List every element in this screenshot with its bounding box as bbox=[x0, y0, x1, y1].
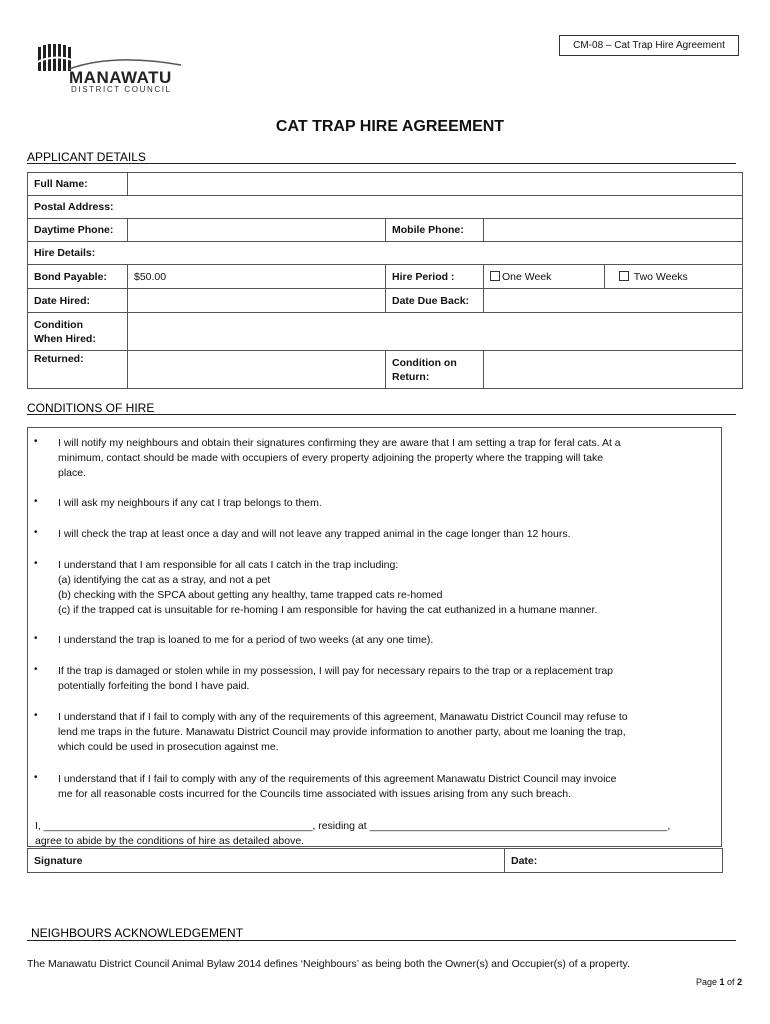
mobile-phone-label: Mobile Phone: bbox=[386, 219, 484, 242]
page-prefix: Page bbox=[696, 977, 720, 987]
page-title: CAT TRAP HIRE AGREEMENT bbox=[275, 118, 505, 135]
two-weeks-option[interactable] bbox=[605, 265, 743, 289]
bullet: • bbox=[34, 710, 38, 721]
bullet: • bbox=[34, 527, 38, 538]
condition-line: I understand that I am responsible for all cats I catch in the trap including: bbox=[58, 559, 399, 571]
one-week-checkbox[interactable] bbox=[490, 271, 500, 281]
date-field[interactable] bbox=[505, 849, 723, 873]
condition-item-8 bbox=[58, 772, 718, 802]
condition-item-4 bbox=[58, 558, 718, 618]
condition-line: I will notify my neighbours and obtain their signatures confirming they are aware that I am setting a trap for feral cats. At a bbox=[58, 437, 621, 449]
date-due-back-label: Date Due Back: bbox=[386, 289, 484, 313]
one-week-label: One Week bbox=[502, 270, 552, 283]
daytime-phone-label: Daytime Phone: bbox=[28, 219, 128, 242]
logo-subtitle: DISTRICT COUNCIL bbox=[71, 85, 172, 94]
full-name-field[interactable] bbox=[128, 173, 743, 196]
logo-name: MANAWATU bbox=[69, 68, 172, 87]
returned-label: Returned: bbox=[28, 351, 128, 389]
bullet: • bbox=[34, 496, 38, 507]
bullet: • bbox=[34, 558, 38, 569]
condition-line: potentially forfeiting the bond I have paid. bbox=[58, 680, 250, 692]
bullet: • bbox=[34, 772, 38, 783]
condition-line: I understand the trap is loaned to me for a period of two weeks (at any one time). bbox=[58, 634, 434, 646]
condition-item-6 bbox=[58, 664, 718, 694]
section-divider bbox=[27, 163, 736, 164]
applicant-details-heading: APPLICANT DETAILS bbox=[27, 150, 146, 164]
condition-item-3 bbox=[58, 527, 718, 542]
page-current: 1 bbox=[719, 977, 725, 987]
signature-label: Signature bbox=[34, 854, 83, 867]
bullet: • bbox=[34, 436, 38, 447]
mobile-phone-field[interactable] bbox=[484, 219, 743, 242]
hire-period-label: Hire Period : bbox=[386, 265, 484, 289]
condition-label-line1: Condition bbox=[34, 318, 83, 331]
bond-value: $50.00 bbox=[128, 265, 386, 289]
condition-line: me for all reasonable costs incurred for the Councils time associated with issues arising from any such breach. bbox=[58, 788, 571, 800]
agree-statement: agree to abide by the conditions of hire as detailed above. bbox=[35, 835, 305, 847]
page-number bbox=[696, 977, 742, 987]
condition-when-hired-field[interactable] bbox=[128, 313, 743, 351]
condition-line: (c) if the trapped cat is unsuitable for re-homing I am responsible for having the cat euthanized in a humane manner. bbox=[58, 604, 598, 616]
condition-line: place. bbox=[58, 467, 87, 479]
applicant-declaration-line[interactable]: I, ______________________________________________, residing at ___________________________________________________, bbox=[35, 820, 671, 832]
date-due-back-field[interactable] bbox=[484, 289, 743, 313]
hire-details-label: Hire Details: bbox=[28, 242, 743, 265]
page-total: 2 bbox=[737, 977, 743, 987]
signature-field[interactable] bbox=[28, 849, 505, 873]
condition-line: which could be used in prosecution against me. bbox=[58, 741, 279, 753]
condition-line: If the trap is damaged or stolen while in my possession, I will pay for necessary repairs to the trap or a replacement trap bbox=[58, 665, 614, 677]
condition-item-5 bbox=[58, 633, 718, 648]
conditions-heading: CONDITIONS OF HIRE bbox=[27, 401, 155, 415]
postal-address-field[interactable] bbox=[28, 196, 743, 219]
condition-line: minimum, contact should be made with occupiers of every property adjoining the property where the trapping will take bbox=[58, 452, 604, 464]
returned-field[interactable] bbox=[128, 351, 386, 389]
condition-line: I understand that if I fail to comply with any of the requirements of this agreement Manawatu District Council may invoice bbox=[58, 773, 617, 785]
bullet: • bbox=[34, 633, 38, 644]
applicant-details-table bbox=[27, 172, 743, 389]
condition-on-return-label bbox=[386, 351, 484, 389]
condition-item-1 bbox=[58, 436, 718, 481]
condition-when-hired-label bbox=[28, 313, 128, 351]
condition-line: (a) identifying the cat as a stray, and not a pet bbox=[58, 574, 271, 586]
document-reference: CM-08 – Cat Trap Hire Agreement bbox=[559, 35, 739, 56]
page-of: of bbox=[724, 977, 738, 987]
neighbours-heading: NEIGHBOURS ACKNOWLEDGEMENT bbox=[31, 926, 244, 940]
bullet: • bbox=[34, 664, 38, 675]
condition-on-return-field[interactable] bbox=[484, 351, 743, 389]
date-hired-label: Date Hired: bbox=[28, 289, 128, 313]
condition-return-line2: Return: bbox=[392, 370, 430, 383]
bond-payable-label: Bond Payable: bbox=[28, 265, 128, 289]
postal-address-label: Postal Address: bbox=[34, 201, 114, 213]
date-label: Date: bbox=[511, 854, 538, 867]
daytime-phone-field[interactable] bbox=[128, 219, 386, 242]
condition-return-line1: Condition on bbox=[392, 356, 457, 369]
signature-table bbox=[27, 848, 723, 873]
two-weeks-label: Two Weeks bbox=[633, 270, 688, 283]
section-divider bbox=[27, 940, 736, 941]
condition-line: (b) checking with the SPCA about getting any healthy, tame trapped cats re-homed bbox=[58, 589, 443, 601]
condition-item-2 bbox=[58, 496, 718, 511]
condition-item-7 bbox=[58, 710, 718, 755]
condition-line: lend me traps in the future. Manawatu District Council may provide information to another party, about me loaning the trap, bbox=[58, 726, 626, 738]
date-hired-field[interactable] bbox=[128, 289, 386, 313]
one-week-option[interactable] bbox=[484, 265, 605, 289]
neighbours-definition: The Manawatu District Council Animal Bylaw 2014 defines ‘Neighbours’ as being both the Owner(s) and Occupier(s) of a property. bbox=[27, 958, 630, 970]
condition-line: I understand that if I fail to comply with any of the requirements of this agreement, Manawatu District Council may refuse to bbox=[58, 711, 628, 723]
council-logo bbox=[33, 43, 183, 97]
condition-label-line2: When Hired: bbox=[34, 332, 96, 345]
condition-line: I will check the trap at least once a day and will not leave any trapped animal in the cage longer than 12 hours. bbox=[58, 528, 571, 540]
two-weeks-checkbox[interactable] bbox=[619, 271, 629, 281]
condition-line: I will ask my neighbours if any cat I trap belongs to them. bbox=[58, 497, 322, 509]
section-divider bbox=[27, 414, 736, 415]
full-name-label: Full Name: bbox=[28, 173, 128, 196]
